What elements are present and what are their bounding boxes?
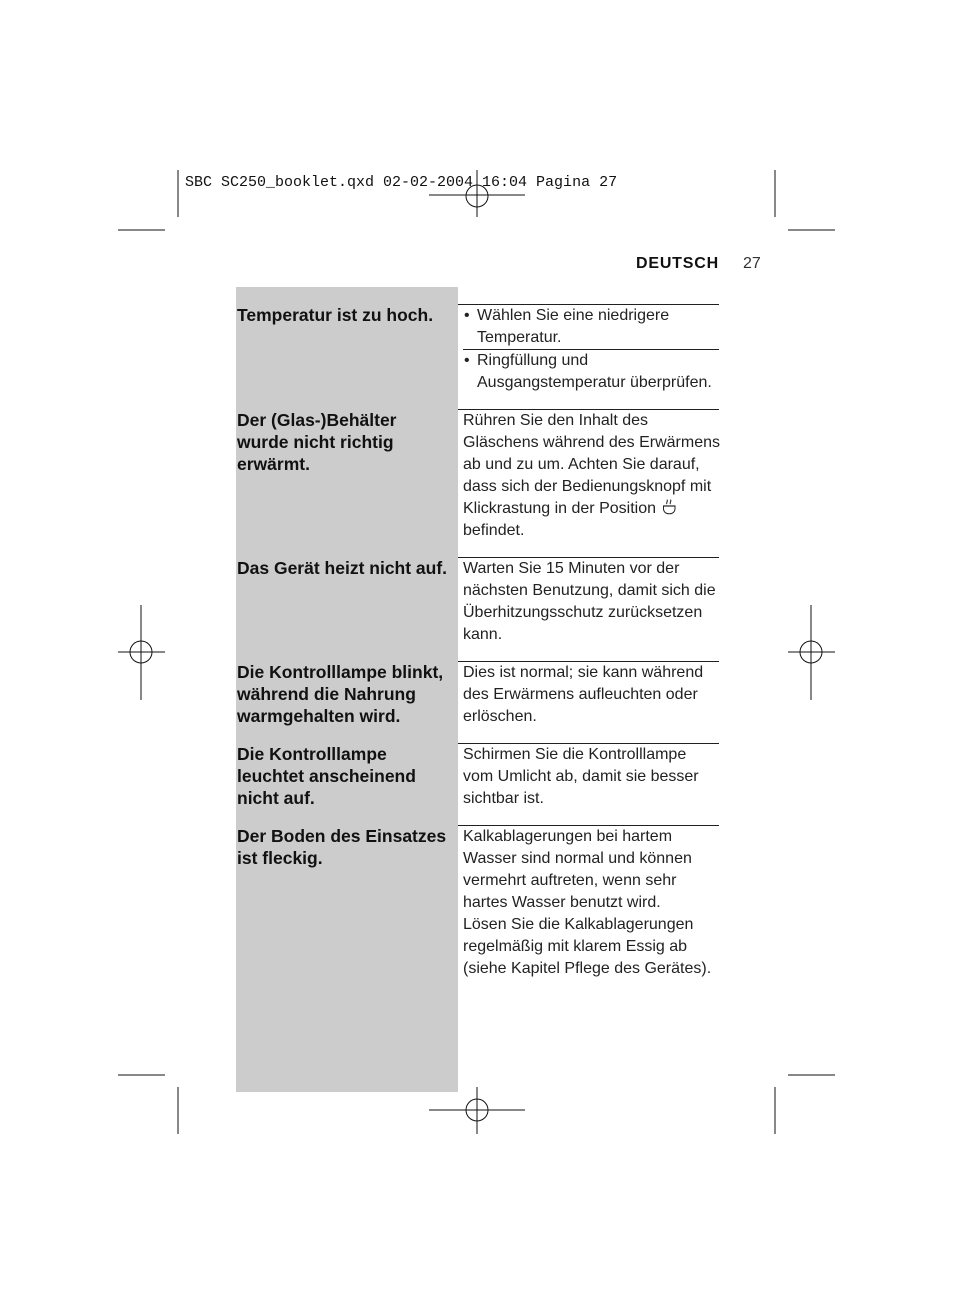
registration-mark-left [118,605,165,700]
solution-line: regelmäßig mit klarem Essig ab [463,938,688,955]
problem-cell [236,409,458,557]
page-number: 27 [743,255,761,272]
solution-line: Lösen Sie die Kalkablagerungen [463,916,694,933]
solution-line: vom Umlicht ab, damit sie besser [463,768,699,785]
solution-line: dass sich der Bedienungsknopf mit [463,478,712,495]
solution-line: Rühren Sie den Inhalt des [463,412,649,429]
problem-line: Das Gerät heizt nicht auf. [237,558,448,578]
warming-position-icon [662,498,677,515]
problem-line: wurde nicht richtig [237,432,394,452]
problem-line: ist fleckig. [237,848,323,868]
solution-line: (siehe Kapitel Pflege des Gerätes). [463,960,712,977]
troubleshooting-table [236,304,719,995]
problem-line: Der (Glas-)Behälter [237,410,397,430]
solution-line: Wasser sind normal und können [463,850,692,867]
problem-cell [236,661,458,743]
solution-cell [458,304,719,409]
solution-line: Wählen Sie eine niedrigere [477,307,670,324]
solution-line: kann. [463,626,503,643]
problem-cell [236,743,458,825]
registration-mark-right [788,605,835,700]
solution-line: Kalkablagerungen bei hartem [463,828,673,845]
table-row [236,409,719,557]
solution-line: befindet. [463,522,525,539]
bullet-glyph: • [464,352,470,369]
table-row [236,557,719,661]
problem-line: erwärmt. [237,454,310,474]
slug-line: SBC SC250_booklet.qxd 02-02-2004 16:04 Pagina 27 [185,174,618,191]
solution-cell [458,661,719,743]
problem-cell [236,825,458,995]
solution-line: hartes Wasser benutzt wird. [463,894,661,911]
bullet-item [463,305,719,349]
solution-line: Ringfüllung und [477,352,589,369]
problem-cell [236,557,458,661]
language-label: DEUTSCH [636,255,719,272]
solution-line: Dies ist normal; sie kann während [463,664,704,681]
table-row [236,304,719,409]
solution-line: Schirmen Sie die Kontrolllampe [463,746,687,763]
solution-line: sichtbar ist. [463,790,544,807]
solution-cell [458,409,719,557]
solution-line: Warten Sie 15 Minuten vor der [463,560,680,577]
problem-line: während die Nahrung [237,684,416,704]
problem-cell [236,304,458,409]
table-row [236,743,719,825]
problem-line: Der Boden des Einsatzes [237,826,447,846]
table-row [236,661,719,743]
solution-line: des Erwärmens aufleuchten oder [463,686,698,703]
problem-line: Temperatur ist zu hoch. [237,305,434,325]
solution-line: Temperatur. [477,329,562,346]
solution-line-text: Klickrastung in der Position [463,500,656,517]
solution-cell [458,557,719,661]
bullet-item [463,349,719,394]
problem-line: warmgehalten wird. [237,706,401,726]
problem-line: Die Kontrolllampe [237,744,387,764]
solution-line: Gläschens während des Erwärmens [463,434,721,451]
solution-line: Überhitzungsschutz zurücksetzen [463,604,703,621]
solution-line: vermehrt auftreten, wenn sehr [463,872,677,889]
problem-line: leuchtet anscheinend [237,766,416,786]
table-row [236,825,719,995]
solution-line [463,498,719,520]
solution-cell [458,743,719,825]
solution-line: ab und zu um. Achten Sie darauf, [463,456,700,473]
bullet-glyph: • [464,307,470,324]
solution-line: Ausgangstemperatur überprüfen. [477,374,712,391]
problem-line: nicht auf. [237,788,315,808]
registration-mark-bottom [429,1087,525,1134]
solution-line: erlöschen. [463,708,537,725]
solution-line: nächsten Benutzung, damit sich die [463,582,716,599]
problem-line: Die Kontrolllampe blinkt, [237,662,444,682]
solution-cell [458,825,719,995]
